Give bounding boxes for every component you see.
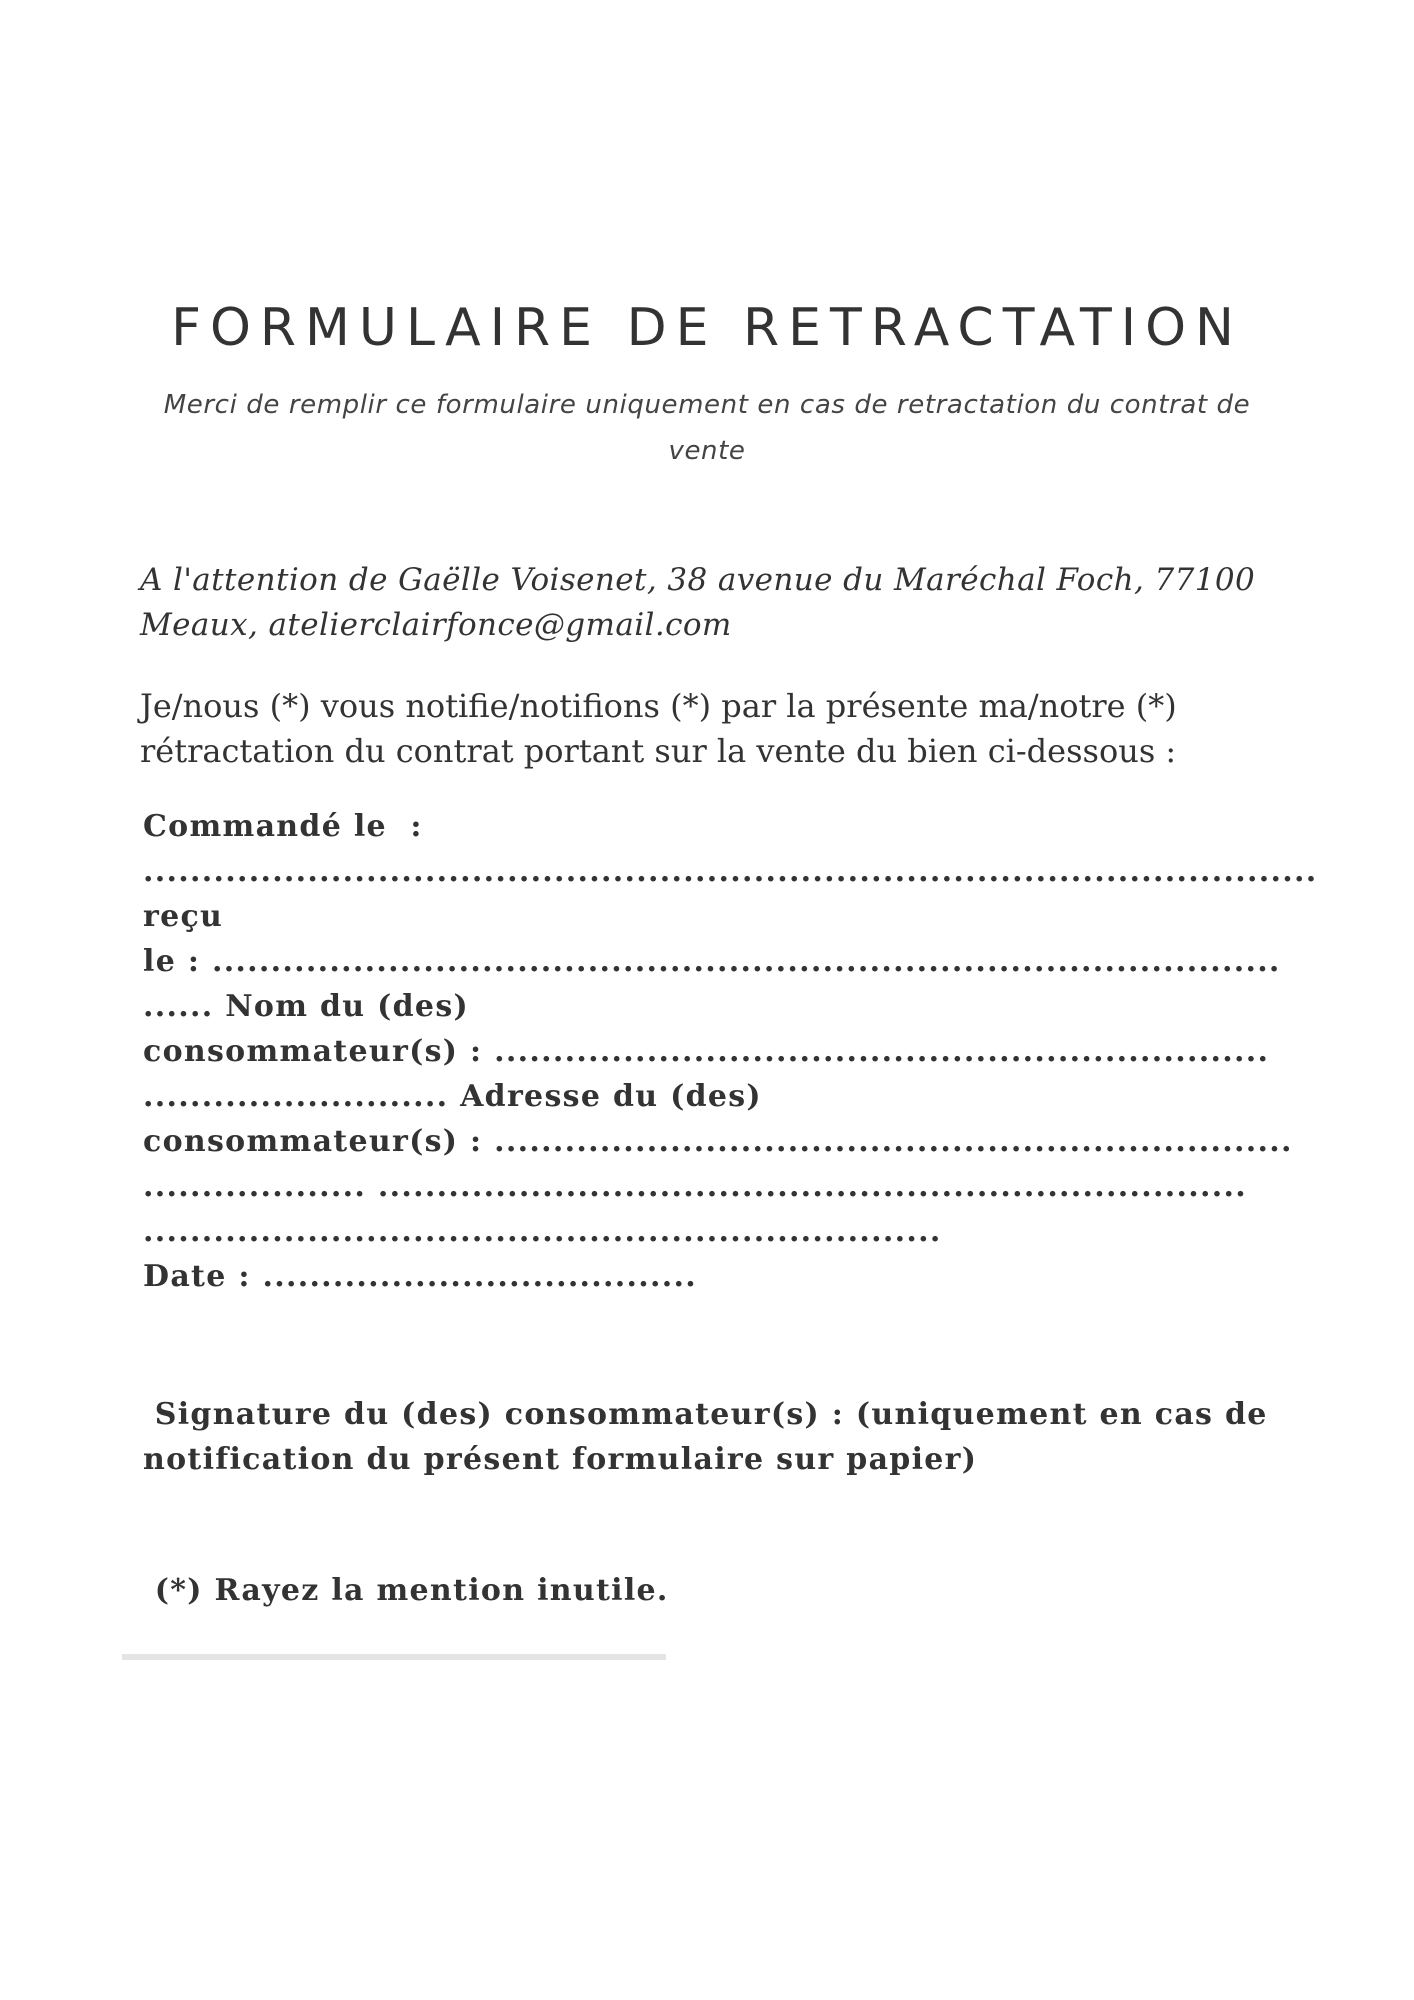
signature-label: Signature du (des) consommateur(s) : (uniquement en cas de notification du présent formulaire sur papier) [143, 1397, 1280, 1477]
field-consumer-address-blank: consommateur(s) : .................................................................... [143, 1124, 1293, 1159]
field-consumer-name-blank: consommateur(s) : .................................................................. [143, 1034, 1270, 1069]
field-ordered-date-blank: .................................................................................................... [143, 854, 1318, 889]
field-received-label: reçu [143, 899, 224, 934]
field-received-date-blank: le : ........................................................................................... [143, 944, 1281, 979]
field-date-blank: Date : ..................................... [143, 1259, 698, 1294]
field-ordered-date-label: Commandé le : [143, 809, 423, 844]
form-subtitle: Merci de remplir ce formulaire uniquement en cas de retractation du contrat de vente [163, 390, 1251, 466]
footer-divider [122, 1654, 666, 1660]
field-consumer-address-label: .......................... Adresse du (des) [143, 1079, 762, 1114]
field-consumer-name-label: ...... Nom du (des) [143, 989, 470, 1024]
field-consumer-address-blank-2: ................... .......................................................................... [143, 1169, 1247, 1204]
footnote: (*) Rayez la mention inutile. [143, 1573, 669, 1608]
notification-statement: Je/nous (*) vous notifie/notifions (*) par la présente ma/notre (*) rétractation du contrat portant sur la vente du bien ci-dessous : [140, 687, 1177, 770]
field-consumer-address-blank-3: .................................................................... [143, 1214, 942, 1249]
form-fields [143, 804, 1318, 1299]
form-title: FORMULAIRE DE RETRACTATION [171, 298, 1243, 358]
recipient-address: A l'attention de Gaëlle Voisenet, 38 avenue du Maréchal Foch, 77100 Meaux, atelierclairfonce@gmail.com [140, 562, 1256, 643]
